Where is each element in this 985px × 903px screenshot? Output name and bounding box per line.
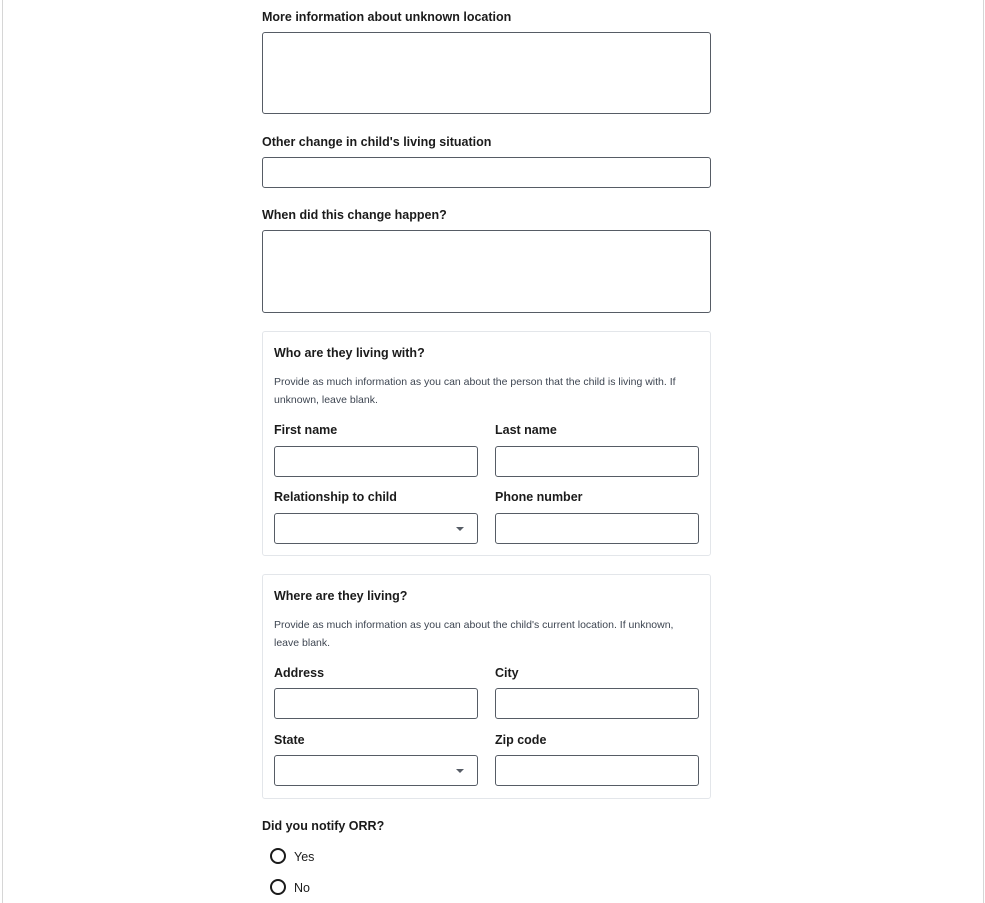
state-select[interactable] (274, 755, 478, 786)
when-textarea[interactable] (262, 230, 711, 313)
other-change-label: Other change in child's living situation (262, 135, 492, 149)
other-change-input[interactable] (262, 157, 711, 188)
address-input[interactable] (274, 688, 478, 719)
chevron-down-icon (456, 527, 464, 531)
relationship-label: Relationship to child (274, 490, 397, 504)
state-label: State (274, 733, 305, 747)
last-name-input[interactable] (495, 446, 699, 477)
address-label: Address (274, 666, 325, 680)
orr-yes-label[interactable]: Yes (294, 850, 315, 864)
orr-yes-radio[interactable] (270, 848, 286, 864)
first-name-input[interactable] (274, 446, 478, 477)
unknown-location-textarea[interactable] (262, 32, 711, 114)
relationship-select[interactable] (274, 513, 478, 544)
city-label: City (495, 666, 519, 680)
when-label: When did this change happen? (262, 208, 447, 222)
orr-no-radio[interactable] (270, 879, 286, 895)
city-input[interactable] (495, 688, 699, 719)
last-name-label: Last name (495, 423, 557, 437)
phone-input[interactable] (495, 513, 699, 544)
living-where-heading: Where are they living? (274, 589, 408, 603)
orr-no-label[interactable]: No (294, 881, 310, 895)
phone-label: Phone number (495, 490, 583, 504)
living-with-description: Provide as much information as you can about the person that the child is living with. If unknown, leave blank. (274, 376, 676, 406)
orr-label: Did you notify ORR? (262, 819, 385, 833)
living-with-heading: Who are they living with? (274, 346, 425, 360)
zip-input[interactable] (495, 755, 699, 786)
zip-label: Zip code (495, 733, 547, 747)
living-where-description: Provide as much information as you can about the child's current location. If unknown, leave blank. (274, 619, 674, 649)
chevron-down-icon (456, 769, 464, 773)
first-name-label: First name (274, 423, 338, 437)
unknown-location-label: More information about unknown location (262, 10, 512, 24)
